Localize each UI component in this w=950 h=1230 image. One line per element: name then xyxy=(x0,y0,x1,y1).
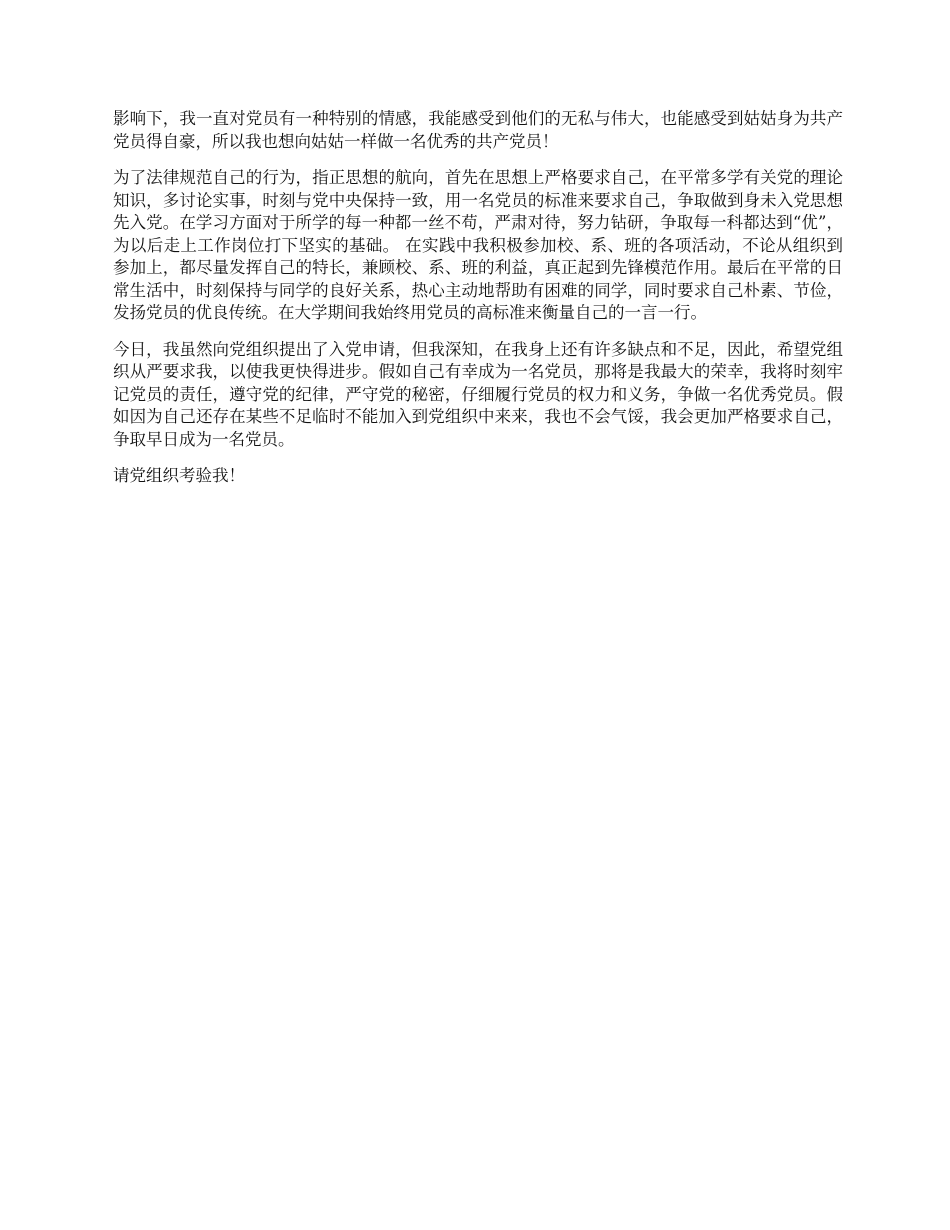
paragraph-3: 今日，我虽然向党组织提出了入党申请，但我深知，在我身上还有许多缺点和不足，因此，希望党组织从严要求我，以使我更快得进步。假如自己有幸成为一名党员，那将是我最大的荣幸，我将时刻牢记党员的责任，遵守党的纪律，严守党的秘密，仔细履行党员的权力和义务，争做一名优秀党员。假如因为自己还存在某些不足临时不能加入到党组织中来来，我也不会气馁，我会更加严格要求自己，争取早日成为一名党员。 xyxy=(113,339,843,449)
closing-line: 请党组织考验我！ xyxy=(113,466,245,485)
paragraph-2: 为了法律规范自己的行为，指正思想的航向，首先在思想上严格要求自己，在平常多学有关党的理论知识，多讨论实事，时刻与党中央保持一致，用一名党员的标准来要求自己，争取做到身未入党思想先入党。在学习方面对于所学的每一种都一丝不苟，严肃对待，努力钻研，争取每一科都达到“优”，为以后走上工作岗位打下坚实的基础。 在实践中我积极参加校、系、班的各项活动，不论从组织到参加上，都尽量发挥自己的特长，兼顾校、系、班的利益，真正起到先锋模范作用。最后在平常的日常生活中，时刻保持与同学的良好关系，热心主动地帮助有困难的同学，同时要求自己朴素、节俭，发扬党员的优良传统。在大学期间我始终用党员的高标准来衡量自己的一言一行。 xyxy=(113,168,843,322)
document-body xyxy=(113,108,843,502)
paragraph-1: 影响下，我一直对党员有一种特别的情感，我能感受到他们的无私与伟大，也能感受到姑姑身为共产党员得自豪，所以我也想向姑姑一样做一名优秀的共产党员！ xyxy=(113,109,843,151)
